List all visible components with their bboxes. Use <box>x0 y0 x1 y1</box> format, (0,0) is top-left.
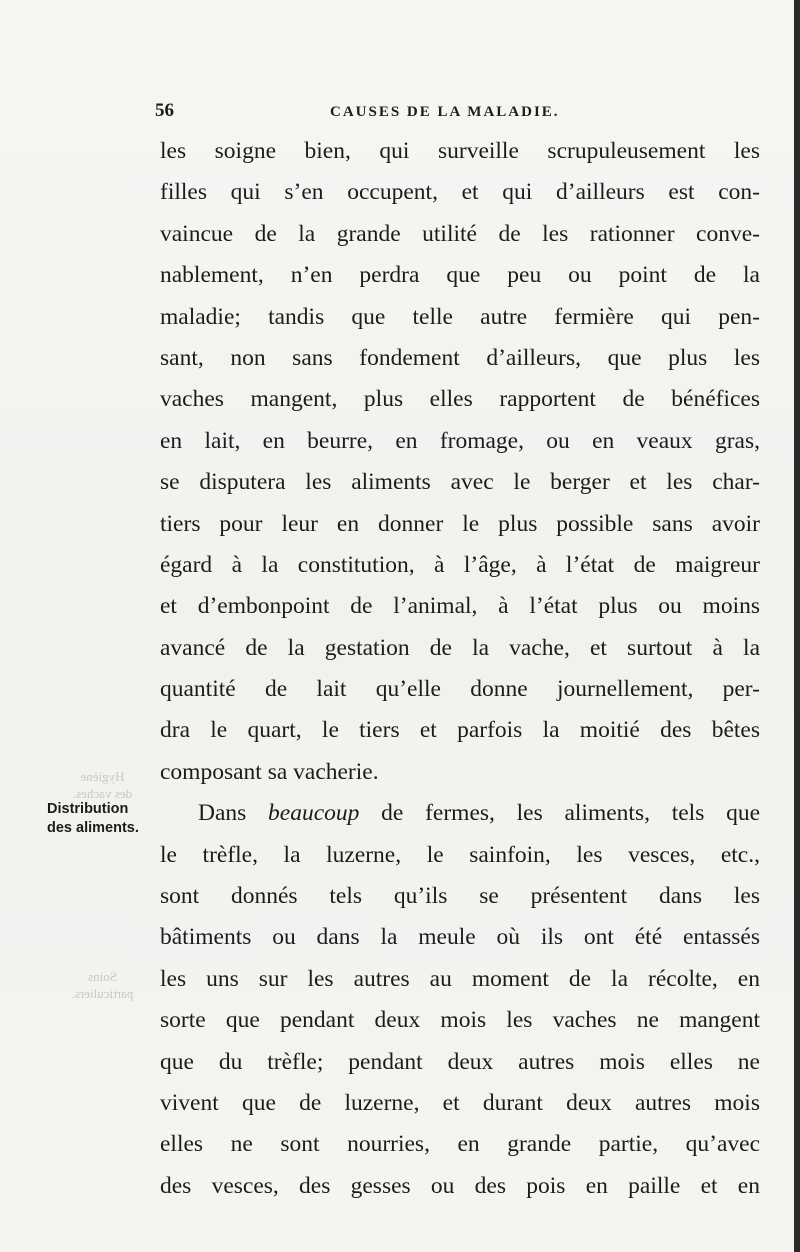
text-span: de fermes, les aliments, tels que <box>381 800 761 827</box>
text-line: les soigne bien, qui surveille scrupuleusement les <box>160 138 760 164</box>
margin-note-line: des aliments. <box>47 820 139 836</box>
text-line: sorte que pendant deux mois les vaches ne mangent <box>160 1007 760 1034</box>
margin-note-line: Distribution <box>47 801 129 817</box>
text-line: dra le quart, le tiers et parfois la moitié des bêtes <box>160 717 760 744</box>
text-line: en lait, en beurre, en fromage, ou en veaux gras, <box>160 427 760 454</box>
text-line: des vesces, des gesses ou des pois en paille et en <box>160 1172 760 1199</box>
text-line: tiers pour leur en donner le plus possible sans avoir <box>160 510 760 537</box>
text-line: filles qui s’en occupent, et qui d’ailleurs est con- <box>160 179 760 206</box>
bleed-through-note-upper: Hygiène des vaches. <box>72 769 133 801</box>
text-line: vaches mangent, plus elles rapportent de bénéfices <box>160 386 760 413</box>
text-line: le trèfle, la luzerne, le sainfoin, les vesces, etc., <box>160 841 760 868</box>
text-line: nablement, n’en perdra que peu ou point de la <box>160 262 760 289</box>
page-edge-shadow <box>794 0 800 1252</box>
page-header <box>155 100 775 130</box>
text-line: maladie; tandis que telle autre fermière qui pen- <box>160 303 760 330</box>
text-line: égard à la constitution, à l’âge, à l’état de maigreur <box>160 551 760 578</box>
text-span: Dans <box>198 800 247 827</box>
margin-note <box>47 800 157 838</box>
text-line: bâtiments ou dans la meule où ils ont été entassés <box>160 924 760 951</box>
text-line: se disputera les aliments avec le berger et les char- <box>160 469 760 496</box>
paragraph-first-line <box>160 793 760 834</box>
text-line: les uns sur les autres au moment de la récolte, en <box>160 965 760 992</box>
text-line: que du trèfle; pendant deux autres mois elles ne <box>160 1048 760 1075</box>
text-line: avancé de la gestation de la vache, et surtout à la <box>160 634 760 661</box>
text-line: vivent que de luzerne, et durant deux autres mois <box>160 1089 760 1116</box>
text-line: quantité de lait qu’elle donne journellement, per- <box>160 676 760 703</box>
text-line: vaincue de la grande utilité de les rationner conve- <box>160 220 760 247</box>
text-line: elles ne sont nourries, en grande partie, qu’avec <box>160 1131 760 1158</box>
page-number: 56 <box>155 100 174 121</box>
body-text <box>160 131 760 1207</box>
text-line: sont donnés tels qu’ils se présentent dans les <box>160 883 760 910</box>
text-line: et d’embonpoint de l’animal, à l’état plus ou moins <box>160 593 760 620</box>
bleed-through-note-lower: Soins particuliers. <box>71 969 134 1001</box>
text-line: sant, non sans fondement d’ailleurs, que plus les <box>160 344 760 371</box>
running-title: CAUSES DE LA MALADIE. <box>330 104 560 120</box>
text-line: composant sa vacherie. <box>160 758 379 785</box>
italic-word: beaucoup <box>268 800 360 827</box>
